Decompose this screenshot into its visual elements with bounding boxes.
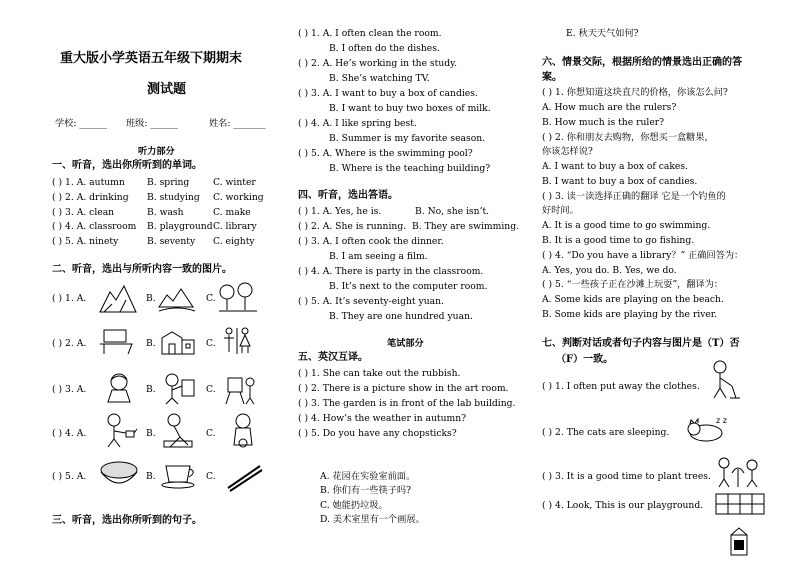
mountains-icon — [98, 282, 138, 314]
desk-icon — [98, 326, 138, 356]
s6-line: ( ) 3. 读一读选择正确的翻译 它是一个钓鱼的 — [542, 191, 726, 202]
s5-option-a: A. 花园在实验室前面。 — [320, 471, 416, 482]
s6-line: 好时间。 — [542, 205, 579, 216]
s6-line: B. It is a good time to go fishing. — [542, 235, 695, 246]
girl-icon — [102, 372, 136, 404]
section-5-heading: 五、英汉互译。 — [298, 352, 368, 363]
s5-q1: ( ) 1. She can take out the rubbish. — [298, 368, 461, 379]
s1-q2-b: B. studying — [147, 192, 200, 203]
s1-q3-a: ( ) 3. A. clean — [52, 207, 115, 218]
s4-q2-b: B. They are swimming. — [412, 221, 520, 232]
s6-line: A. It is a good time to go swimming. — [542, 220, 711, 231]
s1-q4-c: C. library — [213, 221, 257, 232]
mountains-icon — [157, 283, 197, 313]
section-7-heading-cont: （F）一致。 — [556, 354, 614, 365]
s5-option-c: C. 她能扔垃圾。 — [320, 500, 388, 511]
s2-q3-c: C. — [206, 384, 216, 395]
s4-q4-a: ( ) 4. A. There is party in the classroom. — [298, 266, 484, 277]
section-2-heading: 二、听音，选出与所听内容一致的图片。 — [52, 264, 232, 275]
s4-q1-a: ( ) 1. A. Yes, he is. — [298, 206, 382, 217]
s7-q2: ( ) 2. The cats are sleeping. — [542, 427, 670, 438]
s2-q2-b: B. — [146, 338, 156, 349]
s3-q5-a: ( ) 5. A. Where is the swimming pool? — [298, 148, 473, 159]
s3-q1-b: B. I often do the dishes. — [329, 43, 440, 54]
s1-q3-b: B. wash — [147, 207, 184, 218]
s1-q1-b: B. spring — [147, 177, 190, 188]
school-field[interactable]: 学校: ______ — [55, 118, 107, 129]
s6-line: 你该怎样说? — [542, 146, 593, 157]
s4-q5-b: B. They are one hundred yuan. — [329, 311, 473, 322]
s4-q5-a: ( ) 5. A. It’s seventy-eight yuan. — [298, 296, 444, 307]
section-7-heading: 七、判断对话或者句子内容与图片是（T）否 — [542, 338, 740, 349]
s3-q2-a: ( ) 2. A. He’s working in the study. — [298, 58, 458, 69]
trees-icon — [217, 282, 259, 314]
section-3-heading: 三、听音，选出你所听到的句子。 — [52, 515, 202, 526]
s2-q5-b: B. — [146, 471, 156, 482]
painting-girl-icon — [160, 372, 196, 406]
s2-q2-c: C. — [206, 338, 216, 349]
s1-q5-b: B. seventy — [147, 236, 196, 247]
building-icon — [158, 326, 198, 356]
s1-q5-a: ( ) 5. A. ninety — [52, 236, 119, 247]
s5-option-d: D. 美术室里有一个画展。 — [320, 514, 425, 525]
s1-q5-c: C. eighty — [213, 236, 255, 247]
s7-q3: ( ) 3. It is a good time to plant trees. — [542, 471, 711, 482]
s1-q1-a: ( ) 1. A. autumn — [52, 177, 125, 188]
teacup-icon — [160, 462, 200, 490]
section-1-heading: 一、听音，选出你所听到的单词。 — [52, 160, 202, 171]
s6-line: B. I want to buy a box of candies. — [542, 176, 698, 187]
s3-q2-b: B. She’s watching TV. — [329, 73, 430, 84]
s3-q4-b: B. Summer is my favorite season. — [329, 133, 486, 144]
planting-kids-icon — [714, 455, 762, 489]
s6-line: ( ) 1. 你想知道这块直尺的价格，你该怎么问? — [542, 87, 728, 98]
s2-q4-b: B. — [146, 428, 156, 439]
s1-q3-c: C. make — [213, 207, 251, 218]
listening-part-heading: 听力部分 — [138, 146, 175, 157]
s2-q4-c: C. — [206, 428, 216, 439]
s2-q5-num: ( ) 5. A. — [52, 471, 87, 482]
s3-q5-b: B. Where is the teaching building? — [329, 163, 491, 174]
s2-q3-b: B. — [146, 384, 156, 395]
s2-q3-num: ( ) 3. A. — [52, 384, 87, 395]
s5-option-e: E. 秋天天气如何? — [566, 28, 639, 39]
class-field[interactable]: 班级: ______ — [126, 118, 178, 129]
chopsticks-icon — [224, 462, 264, 492]
s6-line: B. Some kids are playing by the river. — [542, 309, 718, 320]
s5-option-b: B. 你们有一些筷子吗? — [320, 485, 412, 496]
s2-q1-c: C. — [206, 293, 216, 304]
rice-bowl-icon — [98, 460, 140, 490]
section-6-heading: 六、情景交际，根据所给的情景选出正确的答 — [542, 57, 742, 68]
s2-q2-num: ( ) 2. A. — [52, 338, 87, 349]
s1-q4-b: B. playground — [147, 221, 213, 232]
grandma-icon — [226, 413, 260, 449]
sleeping-cat-icon — [686, 413, 734, 443]
s3-q1-a: ( ) 1. A. I often clean the room. — [298, 28, 442, 39]
name-field[interactable]: 姓名: _______ — [209, 118, 266, 129]
watering-girl-icon — [100, 413, 138, 449]
s5-q2: ( ) 2. There is a picture show in the art room. — [298, 383, 509, 394]
s3-q3-a: ( ) 3. A. I want to buy a box of candies. — [298, 88, 478, 99]
s6-line: A. How much are the rulers? — [542, 102, 677, 113]
s7-q1: ( ) 1. I often put away the clothes. — [542, 381, 700, 392]
section-4-heading: 四、听音，选出答语。 — [298, 190, 398, 201]
svg-text:z z: z z — [716, 416, 727, 425]
s4-q3-a: ( ) 3. A. I often cook the dinner. — [298, 236, 444, 247]
s2-q1-b: B. — [146, 293, 156, 304]
cleaning-girl-icon — [160, 413, 198, 449]
s7-q4: ( ) 4. Look, This is our playground. — [542, 500, 704, 511]
s6-line: B. How much is the ruler? — [542, 117, 665, 128]
s2-q4-num: ( ) 4. A. — [52, 428, 87, 439]
s6-line: ( ) 2. 你和朋友去购物，你想买一盒糖果， — [542, 132, 714, 143]
s4-q3-b: B. I am seeing a film. — [329, 251, 428, 262]
s6-line: A. Some kids are playing on the beach. — [542, 294, 724, 305]
s1-q4-a: ( ) 4. A. classroom — [52, 221, 137, 232]
s4-q1-b: B. No, she isn’t. — [415, 206, 490, 217]
title-line-1: 重大版小学英语五年级下期期末 — [60, 51, 243, 66]
s1-q1-c: C. winter — [213, 177, 256, 188]
title-line-2: 测试题 — [147, 82, 187, 97]
easel-icon — [220, 372, 256, 406]
s4-q2-a: ( ) 2. A. She is running. — [298, 221, 407, 232]
s3-q4-a: ( ) 4. A. I like spring best. — [298, 118, 417, 129]
s2-q1-num: ( ) 1. A. — [52, 293, 87, 304]
milk-carton-icon — [728, 525, 750, 557]
sweeping-girl-icon — [706, 360, 740, 400]
s5-q4: ( ) 4. How’s the weather in autumn? — [298, 413, 467, 424]
toilet-sign-icon — [220, 326, 254, 356]
s6-line: A. Yes, you do. B. Yes, we do. — [542, 265, 677, 276]
s1-q2-a: ( ) 2. A. drinking — [52, 192, 129, 203]
s5-q3: ( ) 3. The garden is in front of the lab building. — [298, 398, 516, 409]
s6-line: ( ) 4. “Do you have a library？” 正确回答为： — [542, 250, 744, 261]
written-part-heading: 笔试部分 — [387, 338, 424, 349]
s6-line: A. I want to buy a box of cakes. — [542, 161, 688, 172]
s4-q4-b: B. It’s next to the computer room. — [329, 281, 488, 292]
section-6-heading-cont: 案。 — [542, 72, 562, 83]
s5-q5: ( ) 5. Do you have any chopsticks? — [298, 428, 457, 439]
s3-q3-b: B. I want to buy two boxes of milk. — [329, 103, 491, 114]
playground-icon — [714, 488, 768, 518]
s6-line: ( ) 5. “一些孩子正在沙滩上玩耍”，翻译为： — [542, 279, 724, 290]
s2-q5-c: C. — [206, 471, 216, 482]
s1-q2-c: C. working — [213, 192, 264, 203]
